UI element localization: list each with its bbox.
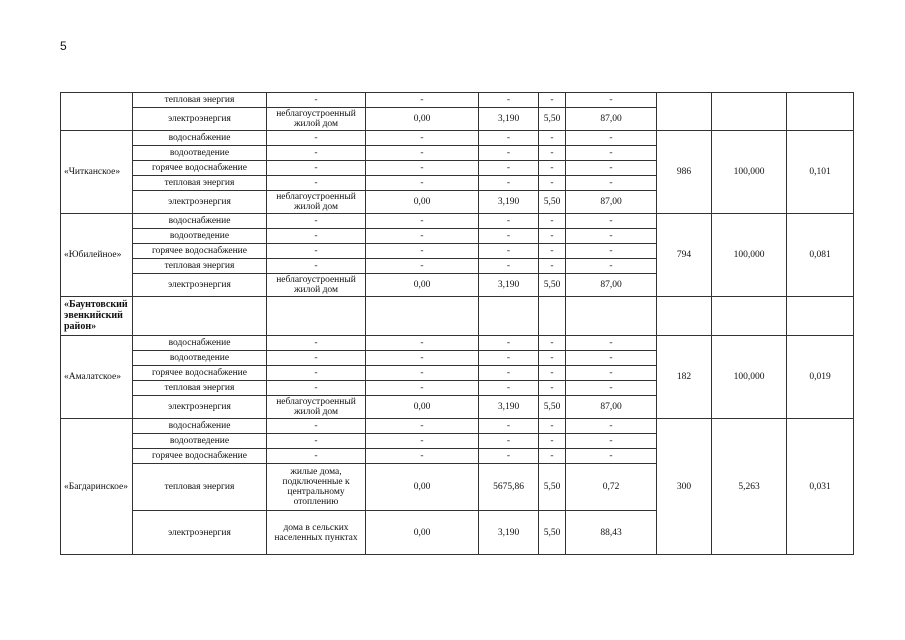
value2-cell: - xyxy=(479,229,539,244)
value4-cell: 87,00 xyxy=(566,274,657,297)
value3-cell: - xyxy=(539,336,566,351)
value2-cell: - xyxy=(479,176,539,191)
settlement-name-empty xyxy=(61,93,133,131)
category-cell: - xyxy=(267,244,366,259)
settlement-name: «Юбилейное» xyxy=(61,214,133,297)
value3-cell: 5,50 xyxy=(539,464,566,511)
value4-cell: - xyxy=(566,131,657,146)
service-cell: водоотведение xyxy=(133,434,267,449)
value2-cell: 3,190 xyxy=(479,191,539,214)
value2-cell: - xyxy=(479,244,539,259)
value4-cell: - xyxy=(566,93,657,108)
value4-cell: 0,72 xyxy=(566,464,657,511)
population-cell: 182 xyxy=(657,336,712,419)
value4-cell: - xyxy=(566,176,657,191)
value2-cell: - xyxy=(479,146,539,161)
value2-cell: 3,190 xyxy=(479,396,539,419)
share-cell: 0,101 xyxy=(787,131,854,214)
district-row xyxy=(61,297,854,336)
value2-cell: 3,190 xyxy=(479,108,539,131)
value4-cell: - xyxy=(566,244,657,259)
empty-cell xyxy=(787,297,854,336)
service-cell: тепловая энергия xyxy=(133,176,267,191)
service-cell: горячее водоснабжение xyxy=(133,161,267,176)
category-cell: - xyxy=(267,176,366,191)
value4-cell: - xyxy=(566,161,657,176)
service-cell: водоснабжение xyxy=(133,131,267,146)
empty-cell xyxy=(712,297,787,336)
empty-cell xyxy=(566,297,657,336)
service-cell: водоснабжение xyxy=(133,214,267,229)
table-row xyxy=(61,214,854,229)
service-cell: тепловая энергия xyxy=(133,259,267,274)
empty-cell xyxy=(133,297,267,336)
value3-cell: - xyxy=(539,161,566,176)
value1-cell: - xyxy=(366,244,479,259)
value1-cell: - xyxy=(366,336,479,351)
value3-cell: 5,50 xyxy=(539,396,566,419)
value2-cell: - xyxy=(479,449,539,464)
value1-cell: - xyxy=(366,381,479,396)
empty-cell xyxy=(267,297,366,336)
population-cell: 794 xyxy=(657,214,712,297)
value3-cell: - xyxy=(539,214,566,229)
population-cell: 986 xyxy=(657,131,712,214)
table-row xyxy=(61,419,854,434)
share-cell: 0,019 xyxy=(787,336,854,419)
share-cell xyxy=(787,93,854,131)
value4-cell: 87,00 xyxy=(566,396,657,419)
value3-cell: - xyxy=(539,229,566,244)
page-number: 5 xyxy=(60,39,67,53)
value1-cell: 0,00 xyxy=(366,464,479,511)
value1-cell: - xyxy=(366,434,479,449)
empty-cell xyxy=(539,297,566,336)
category-cell: неблагоустроенный жилой дом xyxy=(267,396,366,419)
value1-cell: - xyxy=(366,131,479,146)
value2-cell: 3,190 xyxy=(479,511,539,555)
category-cell: жилые дома, подключенные к центральному отоплению xyxy=(267,464,366,511)
category-cell: - xyxy=(267,93,366,108)
value3-cell: - xyxy=(539,434,566,449)
category-cell: - xyxy=(267,419,366,434)
value2-cell: - xyxy=(479,161,539,176)
value4-cell: - xyxy=(566,229,657,244)
service-cell: горячее водоснабжение xyxy=(133,244,267,259)
percent-cell: 5,263 xyxy=(712,419,787,555)
value4-cell: - xyxy=(566,381,657,396)
value4-cell: - xyxy=(566,449,657,464)
value4-cell: - xyxy=(566,351,657,366)
population-cell: 300 xyxy=(657,419,712,555)
service-cell: водоотведение xyxy=(133,229,267,244)
value1-cell: - xyxy=(366,366,479,381)
value1-cell: - xyxy=(366,229,479,244)
value3-cell: - xyxy=(539,351,566,366)
value3-cell: - xyxy=(539,244,566,259)
category-cell: - xyxy=(267,214,366,229)
tariff-table xyxy=(60,92,854,555)
category-cell: - xyxy=(267,336,366,351)
value1-cell: 0,00 xyxy=(366,511,479,555)
value3-cell: 5,50 xyxy=(539,511,566,555)
service-cell: тепловая энергия xyxy=(133,93,267,108)
service-cell: электроэнергия xyxy=(133,396,267,419)
population-cell xyxy=(657,93,712,131)
service-cell: тепловая энергия xyxy=(133,381,267,396)
value3-cell: - xyxy=(539,146,566,161)
category-cell: дома в сельских населенных пунктах xyxy=(267,511,366,555)
value2-cell: - xyxy=(479,351,539,366)
table-row xyxy=(61,336,854,351)
value1-cell: - xyxy=(366,419,479,434)
service-cell: водоснабжение xyxy=(133,419,267,434)
value2-cell: - xyxy=(479,419,539,434)
value2-cell: - xyxy=(479,434,539,449)
value3-cell: 5,50 xyxy=(539,274,566,297)
value1-cell: - xyxy=(366,351,479,366)
value3-cell: - xyxy=(539,381,566,396)
value3-cell: - xyxy=(539,419,566,434)
value1-cell: - xyxy=(366,449,479,464)
value3-cell: - xyxy=(539,131,566,146)
value1-cell: - xyxy=(366,176,479,191)
value2-cell: - xyxy=(479,381,539,396)
value4-cell: - xyxy=(566,366,657,381)
value1-cell: - xyxy=(366,259,479,274)
settlement-name: «Багдаринское» xyxy=(61,419,133,555)
table-row xyxy=(61,131,854,146)
service-cell: электроэнергия xyxy=(133,108,267,131)
value1-cell: 0,00 xyxy=(366,191,479,214)
category-cell: - xyxy=(267,366,366,381)
value4-cell: 88,43 xyxy=(566,511,657,555)
service-cell: водоотведение xyxy=(133,351,267,366)
service-cell: водоотведение xyxy=(133,146,267,161)
table-row xyxy=(61,93,854,108)
empty-cell xyxy=(366,297,479,336)
value2-cell: - xyxy=(479,93,539,108)
value4-cell: - xyxy=(566,259,657,274)
value2-cell: - xyxy=(479,131,539,146)
share-cell: 0,031 xyxy=(787,419,854,555)
category-cell: - xyxy=(267,131,366,146)
empty-cell xyxy=(657,297,712,336)
category-cell: - xyxy=(267,229,366,244)
value4-cell: - xyxy=(566,146,657,161)
value2-cell: 5675,86 xyxy=(479,464,539,511)
category-cell: неблагоустроенный жилой дом xyxy=(267,191,366,214)
value2-cell: - xyxy=(479,259,539,274)
category-cell: - xyxy=(267,146,366,161)
category-cell: - xyxy=(267,381,366,396)
value1-cell: - xyxy=(366,146,479,161)
share-cell: 0,081 xyxy=(787,214,854,297)
value4-cell: 87,00 xyxy=(566,108,657,131)
settlement-name: «Читканское» xyxy=(61,131,133,214)
value2-cell: - xyxy=(479,336,539,351)
value3-cell: - xyxy=(539,176,566,191)
service-cell: горячее водоснабжение xyxy=(133,366,267,381)
percent-cell: 100,000 xyxy=(712,131,787,214)
value2-cell: 3,190 xyxy=(479,274,539,297)
service-cell: электроэнергия xyxy=(133,274,267,297)
service-cell: горячее водоснабжение xyxy=(133,449,267,464)
service-cell: электроэнергия xyxy=(133,191,267,214)
percent-cell: 100,000 xyxy=(712,336,787,419)
category-cell: - xyxy=(267,161,366,176)
service-cell: водоснабжение xyxy=(133,336,267,351)
category-cell: - xyxy=(267,351,366,366)
value1-cell: 0,00 xyxy=(366,396,479,419)
value2-cell: - xyxy=(479,214,539,229)
value4-cell: - xyxy=(566,336,657,351)
service-cell: тепловая энергия xyxy=(133,464,267,511)
percent-cell xyxy=(712,93,787,131)
district-name: «Баунтовский эвенкийский район» xyxy=(61,297,133,336)
category-cell: - xyxy=(267,434,366,449)
value4-cell: 87,00 xyxy=(566,191,657,214)
service-cell: электроэнергия xyxy=(133,511,267,555)
percent-cell: 100,000 xyxy=(712,214,787,297)
value4-cell: - xyxy=(566,419,657,434)
value2-cell: - xyxy=(479,366,539,381)
value3-cell: 5,50 xyxy=(539,108,566,131)
value4-cell: - xyxy=(566,214,657,229)
value3-cell: - xyxy=(539,259,566,274)
settlement-name: «Амалатское» xyxy=(61,336,133,419)
value1-cell: - xyxy=(366,214,479,229)
value1-cell: - xyxy=(366,161,479,176)
category-cell: - xyxy=(267,449,366,464)
value3-cell: - xyxy=(539,366,566,381)
value3-cell: - xyxy=(539,93,566,108)
value1-cell: - xyxy=(366,93,479,108)
category-cell: - xyxy=(267,259,366,274)
value1-cell: 0,00 xyxy=(366,274,479,297)
value3-cell: 5,50 xyxy=(539,191,566,214)
empty-cell xyxy=(479,297,539,336)
value1-cell: 0,00 xyxy=(366,108,479,131)
value4-cell: - xyxy=(566,434,657,449)
category-cell: неблагоустроенный жилой дом xyxy=(267,108,366,131)
category-cell: неблагоустроенный жилой дом xyxy=(267,274,366,297)
value3-cell: - xyxy=(539,449,566,464)
